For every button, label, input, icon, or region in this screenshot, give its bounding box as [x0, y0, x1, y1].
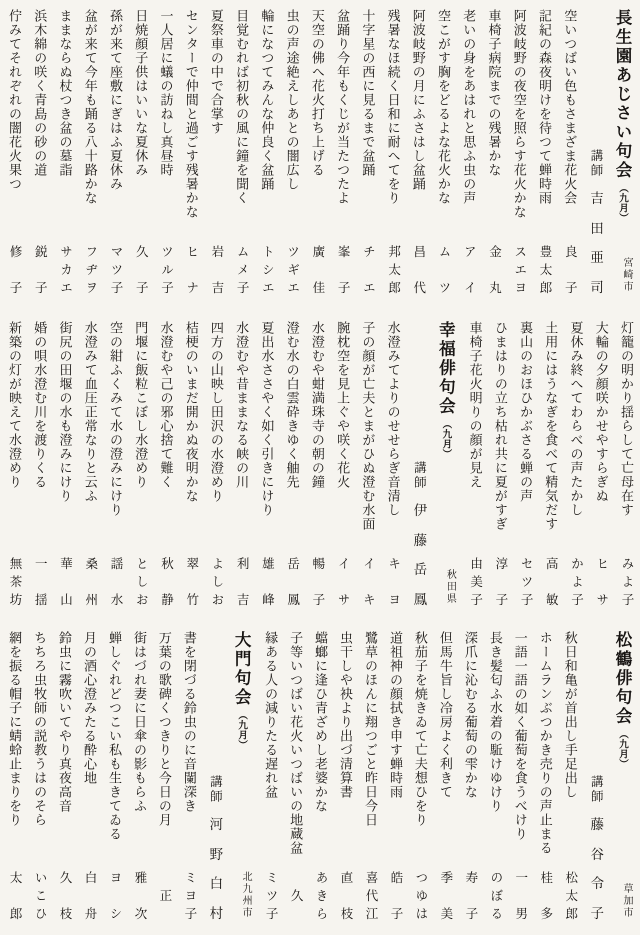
haiku-column	[209, 9, 223, 293]
haiku-author: の ぼ る	[488, 871, 503, 919]
haiku-text: 佇みてそれぞれの闇花火果つ	[7, 9, 23, 191]
haiku-author: 淳 子	[493, 557, 508, 605]
haiku-column	[57, 631, 71, 919]
haiku-text: 深爪に沁むる葡萄の雫かな	[462, 631, 478, 799]
haiku-text: 子の顔が亡夫とまがひぬ澄む水面	[360, 321, 376, 531]
haiku-text: 裏山のおほひかぶさる蝉の声	[518, 321, 534, 503]
haiku-text: 車椅子病院までの残暑かな	[486, 9, 502, 177]
haiku-column	[7, 631, 21, 919]
haiku-text: 水澄みてよりのせせらぎ音清し	[385, 321, 401, 517]
haiku-column	[184, 321, 198, 605]
haiku-author: 邦 太 郎	[386, 245, 401, 293]
haiku-author: 一 男	[513, 871, 528, 919]
haiku-text: 水澄むや蚶満珠寺の朝の鐘	[309, 321, 325, 489]
haiku-author: 金 丸	[487, 245, 502, 293]
section-title-text: 長生園あじさい句会	[613, 9, 632, 180]
haiku-author: 廣 佳	[310, 245, 325, 293]
haiku-column	[438, 631, 452, 919]
section-title-text: 幸福俳句会	[436, 321, 456, 416]
haiku-text: 水澄むや昔ままなる峡の川	[234, 321, 250, 489]
haiku-column	[335, 9, 349, 293]
haiku-column	[234, 321, 248, 605]
haiku-author: ヨ シ	[107, 871, 122, 919]
haiku-text: 子等いつばい花火いつばいの地蔵盆	[288, 631, 304, 855]
haiku-column	[335, 321, 349, 605]
haiku-column	[182, 631, 196, 919]
haiku-text: 日焼顔子供はいいな夏休み	[133, 9, 149, 177]
lecturer-column	[411, 321, 426, 605]
haiku-author: 久	[289, 888, 304, 902]
haiku-author: 由 美 子	[468, 557, 483, 605]
lecturer-label: 講師	[208, 775, 223, 804]
haiku-column	[512, 9, 526, 293]
haiku-column	[360, 321, 374, 605]
section-city-label: 北九州市	[240, 871, 252, 919]
haiku-column	[57, 321, 71, 605]
haiku-text: センターで仲間と過ごす残暑かな	[183, 9, 199, 219]
haiku-column	[57, 9, 71, 293]
haiku-text: 腕枕空を見上ぐや咲く花火	[335, 321, 351, 489]
haiku-author: 桂 多	[538, 871, 553, 919]
haiku-text: 虫干しや袂より出づ清算書	[338, 631, 354, 799]
haiku-text: 但馬牛旨し冷房よく利きて	[437, 631, 453, 799]
lecturer-column	[587, 9, 602, 293]
lecturer-name: 伊 藤 岳 鳳	[411, 503, 427, 605]
haiku-author: 白 舟	[83, 871, 97, 919]
haiku-text: 門堰に飯粒こぼし水澄めり	[133, 321, 149, 489]
haiku-text: 孫が来て座敷にぎはふ夏休み	[107, 9, 123, 191]
haiku-text: 書を閉づる鈴虫のに音闌深き	[181, 631, 197, 813]
haiku-text: 空こがす胸をどるよな花火かな	[436, 9, 452, 205]
haiku-text: 輪になつてみんな仲良く盆踊	[259, 9, 275, 191]
haiku-author: 翠 竹	[184, 557, 199, 605]
haiku-author: ス エ ヨ	[512, 245, 527, 293]
section-title	[613, 631, 631, 769]
haiku-author: イ サ	[336, 557, 351, 605]
lecturer-column	[588, 631, 603, 919]
haiku-author: 昌 代	[411, 245, 426, 293]
text-band-bottom	[7, 631, 633, 919]
text-band-middle	[7, 321, 633, 605]
haiku-text: 空いつばい色もさまざま花火会	[562, 9, 578, 205]
haiku-text: 灯籠の明かり揺らして亡母在す	[619, 321, 634, 517]
lecturer-column	[207, 631, 222, 919]
lecturer-name: 吉 田 亜 司	[587, 191, 603, 293]
haiku-author: あ き ら	[314, 871, 329, 919]
haiku-author: 修 子	[8, 245, 23, 293]
haiku-text: 阿波岐野の月にふさはし盆踊	[410, 9, 426, 191]
haiku-author: 鋭 子	[33, 245, 48, 293]
haiku-author: 岳 鳳	[285, 557, 300, 605]
haiku-text: 盆が来て今年も踊る八十路かな	[82, 9, 98, 205]
section-city-label: 草加市	[621, 883, 632, 919]
haiku-column	[133, 9, 147, 293]
haiku-author: 季 美	[438, 871, 453, 919]
section-month-label: （九月）	[440, 419, 451, 459]
haiku-column	[338, 631, 352, 919]
haiku-column	[108, 9, 122, 293]
lecturer-name: 藤 谷 令 子	[588, 817, 604, 919]
haiku-text: 車椅子花火明りの顔が見え	[467, 321, 483, 489]
haiku-text: 夏休み終へてわらべの声たかし	[568, 321, 584, 517]
haiku-author: セ ツ 子	[519, 557, 534, 605]
haiku-column	[468, 321, 482, 605]
section-city-label: 宮崎市	[621, 257, 632, 293]
haiku-author: 無 茶 坊	[8, 557, 23, 605]
haiku-column	[157, 631, 171, 919]
haiku-column	[209, 321, 223, 605]
haiku-column	[563, 631, 577, 919]
haiku-column	[83, 9, 97, 293]
haiku-column	[363, 631, 377, 919]
lecturer-name: 河 野 白 村	[207, 817, 223, 919]
haiku-author: 暢 子	[310, 557, 325, 605]
haiku-column	[32, 9, 46, 293]
haiku-column	[513, 631, 527, 919]
haiku-author: 華 山	[58, 557, 73, 605]
haiku-column	[184, 9, 198, 293]
haiku-column	[386, 321, 400, 605]
haiku-column	[436, 9, 450, 293]
haiku-author: 太 郎	[8, 871, 23, 919]
haiku-text: 道祖神の顔拭き申す蝉時雨	[387, 631, 403, 799]
haiku-column	[538, 631, 552, 919]
haiku-column	[411, 9, 425, 293]
lecturer-label: 講師	[412, 461, 427, 490]
haiku-author: フ ヂ ヲ	[83, 245, 98, 293]
haiku-author: 寿 子	[463, 871, 478, 919]
text-band-top	[7, 9, 633, 293]
haiku-author: ア イ	[462, 245, 477, 293]
haiku-author: 桑 州	[83, 557, 98, 605]
haiku-text: 大輪の夕顔咲かせやすらぎぬ	[593, 321, 609, 503]
haiku-column	[463, 631, 477, 919]
haiku-text: 老いの身をあはれと思ふ虫の声	[461, 9, 477, 205]
haiku-text: 網を振る帽子に蜻蛉止まりをり	[7, 631, 23, 827]
haiku-column	[413, 631, 427, 919]
haiku-text: 長き髪匂ふ水着の駈けゆけり	[487, 631, 503, 813]
haiku-column	[518, 321, 532, 605]
haiku-author: ツ ギ エ	[285, 245, 300, 293]
haiku-column	[259, 321, 273, 605]
haiku-author: つ ゆ は	[413, 871, 428, 919]
haiku-text: 一人居に蟻の訪ねし真昼時	[158, 9, 174, 177]
haiku-author: 直 枝	[339, 871, 354, 919]
section-title	[613, 9, 631, 223]
haiku-author: 秋 静	[159, 557, 174, 605]
haiku-text: 水澄むや己の邪心捨て難く	[158, 321, 174, 489]
section-title-column	[613, 631, 633, 919]
haiku-text: 夏出水ささやく如く引きにけり	[259, 321, 275, 517]
haiku-author: マ ツ 子	[108, 245, 123, 293]
haiku-author: 謡 水	[108, 557, 123, 605]
haiku-author: 豊 太 郎	[537, 245, 552, 293]
haiku-text: 秋日和亀が首出し手足出し	[562, 631, 578, 799]
haiku-text: 縁ある人の減りたる遅れ盆	[263, 631, 279, 799]
section-month-label: （九月）	[617, 729, 627, 769]
haiku-author: サ カ エ	[58, 245, 73, 293]
haiku-column	[562, 9, 576, 293]
haiku-text: 新築の灯が映えて水澄めり	[7, 321, 23, 489]
haiku-column	[285, 9, 299, 293]
haiku-text: ひまはりの立ち枯れ共に夏がすぎ	[492, 321, 508, 531]
haiku-text: ホームランぶつかき売りの声止まる	[537, 631, 553, 855]
haiku-text: 十字星の西に見るまで盆踊	[360, 9, 376, 177]
haiku-column	[7, 321, 21, 605]
haiku-column	[108, 321, 122, 605]
haiku-author: 一 揺	[33, 557, 48, 605]
haiku-author: 峯 子	[336, 245, 351, 293]
haiku-text: 街尻の田堰の水も澄みにけり	[57, 321, 73, 503]
haiku-column	[310, 321, 324, 605]
haiku-column	[285, 321, 299, 605]
haiku-author: 久 子	[134, 245, 149, 293]
haiku-text: ちちろ虫牧師の説教うはのそら	[32, 631, 48, 827]
haiku-column	[32, 321, 46, 605]
haiku-text: 一語一語の如く葡萄を食うべけり	[512, 631, 528, 841]
haiku-text: 万葉の歌碑くつきりと今日の月	[156, 631, 172, 827]
haiku-column	[313, 631, 327, 919]
haiku-column	[132, 631, 146, 919]
haiku-column	[619, 321, 633, 605]
haiku-column	[486, 9, 500, 293]
haiku-author: ヒ ナ	[184, 245, 199, 293]
section-title-text: 松鶴俳句会	[613, 631, 632, 726]
haiku-author: 喜 代 江	[363, 871, 378, 919]
haiku-column	[158, 321, 172, 605]
haiku-author: み よ 子	[620, 557, 634, 605]
haiku-author: 松 太 郎	[563, 871, 578, 919]
haiku-column	[83, 321, 97, 605]
haiku-column	[386, 9, 400, 293]
haiku-author: 高 敏	[544, 557, 559, 605]
haiku-author: 良 子	[563, 245, 578, 293]
haiku-author: 雅 次	[132, 871, 147, 919]
haiku-column	[133, 321, 147, 605]
haiku-text: 澄む水の白雲砕きゆく舳先	[284, 321, 300, 489]
haiku-author: い こ ひ	[33, 871, 48, 919]
haiku-text: 四方の山映し田沢の水澄めり	[208, 321, 224, 503]
haiku-text: 残暑なほ続く日和に耐へてをり	[385, 9, 401, 205]
haiku-text: 土用にはうなぎを食べて精気だす	[543, 321, 559, 531]
haiku-column	[461, 9, 475, 293]
haiku-author: 雄 峰	[260, 557, 275, 605]
haiku-column	[310, 9, 324, 293]
haiku-column	[158, 9, 172, 293]
haiku-column	[537, 9, 551, 293]
lecturer-label: 講師	[588, 149, 603, 178]
haiku-text: 水澄みて血圧正常なりと云ふ	[82, 321, 98, 503]
haiku-author: ム ツ	[437, 245, 452, 293]
haiku-text: 天空の佛へ花火打ち上げる	[309, 9, 325, 177]
haiku-text: 鷺草のほんに翔つごと昨日今日	[362, 631, 378, 827]
haiku-author: キ ヨ	[386, 557, 401, 605]
haiku-author: 正	[157, 888, 172, 902]
haiku-column	[32, 631, 46, 919]
haiku-text: 婚の唄水澄む川を渡りくる	[32, 321, 48, 489]
haiku-text: 目覚むれば初秋の風に鐘を聞く	[234, 9, 250, 205]
haiku-column	[288, 631, 302, 919]
haiku-author: ト シ エ	[260, 245, 275, 293]
haiku-column	[488, 631, 502, 919]
haiku-column	[7, 9, 21, 293]
haiku-author: チ エ	[361, 245, 376, 293]
haiku-author: ヒ サ	[594, 557, 609, 605]
haiku-column	[594, 321, 608, 605]
haiku-text: 月の酒心澄みたる酔心地	[82, 631, 97, 785]
haiku-text: ままならぬ杖つき盆の墓詣	[57, 9, 73, 177]
haiku-author: ミ ヨ 子	[182, 871, 197, 919]
haiku-author: ミ ツ 子	[264, 871, 279, 919]
haiku-column	[543, 321, 557, 605]
haiku-column	[234, 9, 248, 293]
haiku-column	[82, 631, 96, 919]
haiku-author: ツ ル 子	[159, 245, 174, 293]
section-title-column	[437, 321, 457, 605]
haiku-author: 皓 子	[388, 871, 403, 919]
haiku-author: 利 吉	[235, 557, 250, 605]
haiku-column	[263, 631, 277, 919]
haiku-text: 鈴虫に霧吹いてやり真夜高音	[57, 631, 73, 813]
haiku-text: 盆踊り今年もくじが当たつたよ	[335, 9, 351, 205]
haiku-author: よ し お	[209, 557, 224, 605]
haiku-author: と し お	[134, 557, 149, 605]
haiku-column	[360, 9, 374, 293]
haiku-text: 街はづれ妻に日傘の影もらふ	[131, 631, 147, 813]
section-month-label: （九月）	[236, 710, 247, 750]
section-month-label: （九月）	[617, 183, 627, 223]
haiku-text: 桔梗のいまだ開かぬ夜明かな	[183, 321, 199, 503]
haiku-text: 虫の声途絶えしあとの闇広し	[284, 9, 300, 191]
haiku-column	[107, 631, 121, 919]
haiku-text: 阿波岐野の夜空を照らす花火かな	[511, 9, 527, 219]
haiku-column	[388, 631, 402, 919]
haiku-text: 蟷螂に逢ひ青ざめし老婆かな	[313, 631, 329, 813]
section-title-text: 大門句会	[232, 631, 252, 707]
section-title	[232, 631, 250, 750]
haiku-author: か よ 子	[569, 557, 584, 605]
haiku-text: 蝉しぐれどつこい私も生きてゐる	[106, 631, 122, 841]
section-title-column	[232, 631, 252, 919]
haiku-text: 秋茄子を焼きゐて亡夫想ひをり	[412, 631, 428, 827]
section-title	[437, 321, 455, 459]
haiku-author: ム メ 子	[235, 245, 250, 293]
haiku-author: 久 枝	[58, 871, 73, 919]
haiku-text: 夏祭車の中で合掌す	[208, 9, 224, 135]
haiku-column	[569, 321, 583, 605]
lecturer-label: 講師	[589, 775, 604, 804]
haiku-column	[493, 321, 507, 605]
section-city-label: 秋田県	[444, 569, 456, 605]
section-title-column	[613, 9, 633, 293]
haiku-text: 浜木綿の咲く青島の砂の道	[32, 9, 48, 177]
haiku-column	[259, 9, 273, 293]
haiku-text: 空の紺ふくみて水の澄みにけり	[107, 321, 123, 517]
haiku-text: 記紀の森夜明けを待つて蝉時雨	[536, 9, 552, 205]
haiku-author: 岩 吉	[209, 245, 224, 293]
haiku-author: イ キ	[361, 557, 376, 605]
